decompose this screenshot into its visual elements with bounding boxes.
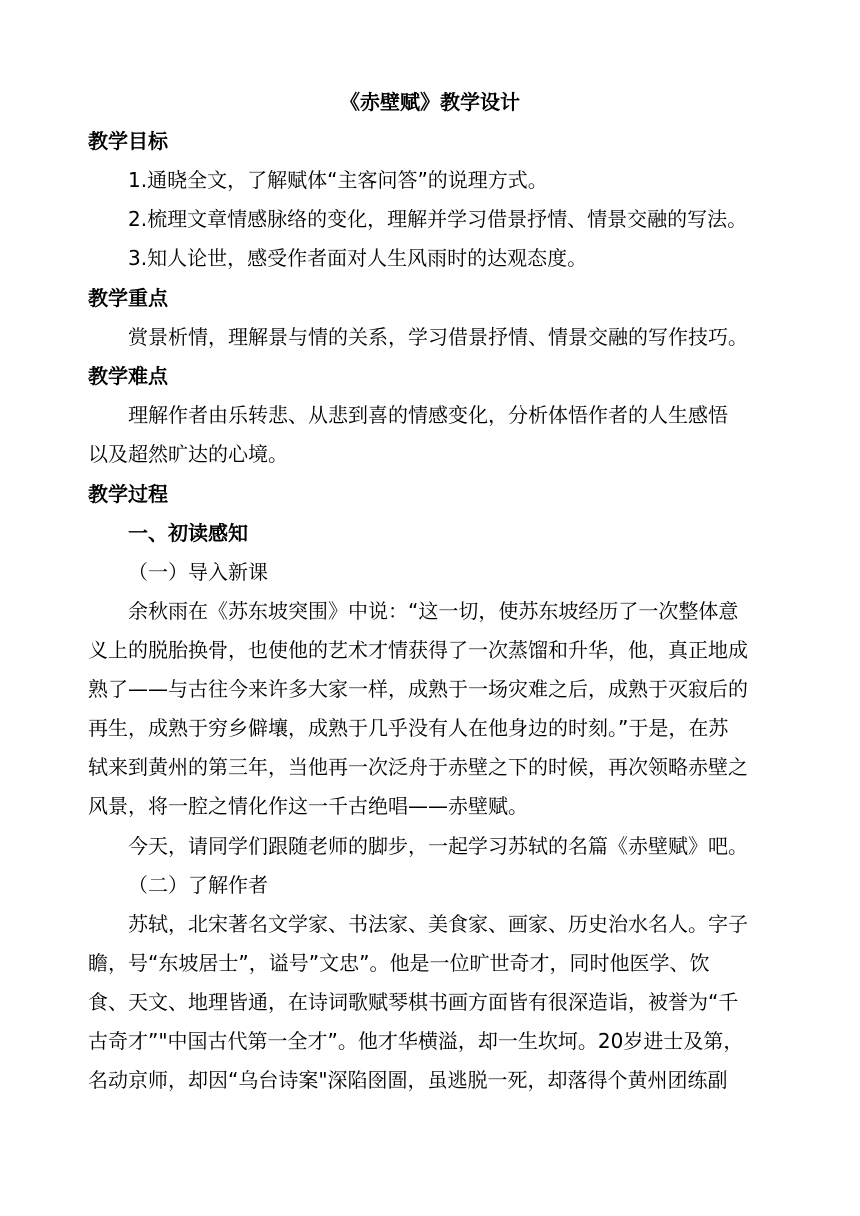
section-heading-goals: 教学目标 bbox=[88, 129, 168, 153]
section-heading-process: 教学过程 bbox=[88, 482, 168, 506]
intro-paragraph-line-6: 风景，将一腔之情化作这一千古绝唱——赤壁赋。 bbox=[88, 794, 528, 818]
goal-item-2: 2.梳理文章情感脉络的变化，理解并学习借景抒情、情景交融的写法。 bbox=[128, 207, 748, 231]
difficulties-line-2: 以及超然旷达的心境。 bbox=[88, 442, 288, 466]
goal-item-1: 1.通晓全文，了解赋体“主客问答”的说理方式。 bbox=[128, 168, 548, 192]
author-paragraph-line-1: 苏轼，北宋著名文学家、书法家、美食家、画家、历史治水名人。字子 bbox=[128, 912, 748, 936]
section-heading-difficulties: 教学难点 bbox=[88, 364, 168, 388]
goal-item-3: 3.知人论世，感受作者面对人生风雨时的达观态度。 bbox=[128, 246, 588, 270]
document-title: 《赤壁赋》教学设计 bbox=[340, 90, 520, 114]
author-paragraph-line-4: 古奇才”"中国古代第一全才”。他才华横溢，却一生坎坷。20岁进士及第， bbox=[88, 1029, 744, 1053]
author-paragraph-line-3: 食、天文、地理皆通，在诗词歌赋琴棋书画方面皆有很深造诣，被誉为“千 bbox=[88, 990, 739, 1014]
intro-paragraph-line-5: 轼来到黄州的第三年，当他再一次泛舟于赤壁之下的时候，再次领略赤壁之 bbox=[88, 755, 748, 779]
process-sub1-heading: （一）导入新课 bbox=[128, 560, 268, 584]
author-paragraph-line-2: 瞻，号“东坡居士”，谥号”文忠”。他是一位旷世奇才，同时他医学、饮 bbox=[88, 951, 710, 975]
difficulties-line-1: 理解作者由乐转悲、从悲到喜的情感变化，分析体悟作者的人生感悟 bbox=[128, 403, 728, 427]
intro-paragraph-line-1: 余秋雨在《苏东坡突围》中说：“这一切，使苏东坡经历了一次整体意 bbox=[128, 599, 739, 623]
key-points-text: 赏景析情，理解景与情的关系，学习借景抒情、情景交融的写作技巧。 bbox=[128, 325, 748, 349]
author-paragraph-line-5: 名动京师，却因“乌台诗案"深陷囹圄，虽逃脱一死，却落得个黄州团练副 bbox=[88, 1068, 728, 1092]
intro-paragraph-line-3: 熟了——与古往今来许多大家一样，成熟于一场灾难之后，成熟于灭寂后的 bbox=[88, 677, 748, 701]
intro-paragraph-line-2: 义上的脱胎换骨，也使他的艺术才情获得了一次蒸馏和升华，他，真正地成 bbox=[88, 638, 748, 662]
process-part1-heading: 一、初读感知 bbox=[128, 521, 248, 545]
process-sub2-heading: （二）了解作者 bbox=[128, 873, 268, 897]
intro-paragraph-line-4: 再生，成熟于穷乡僻壤，成熟于几乎没有人在他身边的时刻。”于是，在苏 bbox=[88, 716, 729, 740]
section-heading-key-points: 教学重点 bbox=[88, 286, 168, 310]
intro-paragraph-2: 今天，请同学们跟随老师的脚步，一起学习苏轼的名篇《赤壁赋》吧。 bbox=[128, 834, 748, 858]
